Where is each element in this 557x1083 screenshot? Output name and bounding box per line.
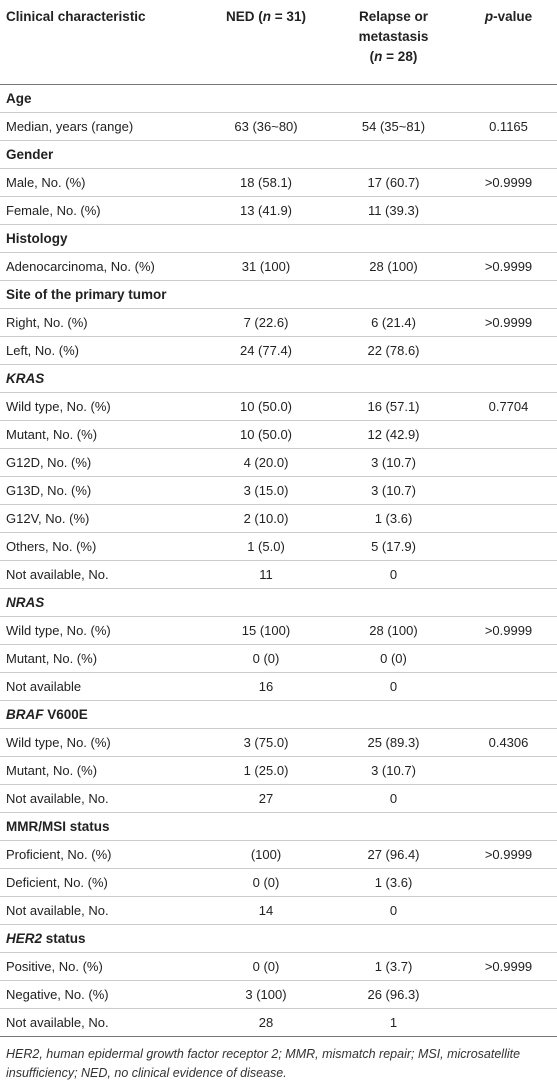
section-header-row <box>0 280 557 308</box>
cell-p-value: 0.1165 <box>460 112 557 140</box>
cell-relapse: 25 (89.3) <box>327 728 460 756</box>
table-row <box>0 616 557 644</box>
cell-ned: (100) <box>205 840 327 868</box>
cell-ned: 28 <box>205 1008 327 1036</box>
cell-p-value <box>460 476 557 504</box>
row-label: Not available, No. <box>0 784 205 812</box>
cell-relapse: 6 (21.4) <box>327 308 460 336</box>
cell-relapse: 22 (78.6) <box>327 336 460 364</box>
section-title-text: Histology <box>6 230 68 246</box>
cell-p-value <box>460 868 557 896</box>
row-label: G12D, No. (%) <box>0 448 205 476</box>
cell-ned: 27 <box>205 784 327 812</box>
section-title-text: Site of the primary tumor <box>6 286 167 302</box>
row-label: Wild type, No. (%) <box>0 728 205 756</box>
table-row <box>0 756 557 784</box>
table-row <box>0 504 557 532</box>
cell-ned: 1 (5.0) <box>205 532 327 560</box>
cell-p-value <box>460 420 557 448</box>
cell-ned: 0 (0) <box>205 868 327 896</box>
row-label: Not available, No. <box>0 560 205 588</box>
section-header-row <box>0 364 557 392</box>
cell-p-value <box>460 644 557 672</box>
cell-relapse: 28 (100) <box>327 252 460 280</box>
section-title <box>0 924 557 952</box>
table-row <box>0 252 557 280</box>
row-label: Not available, No. <box>0 896 205 924</box>
section-title-text: status <box>42 930 86 946</box>
cell-p-value <box>460 336 557 364</box>
cell-ned: 16 <box>205 672 327 700</box>
section-header-row <box>0 924 557 952</box>
cell-ned: 0 (0) <box>205 644 327 672</box>
section-title <box>0 588 557 616</box>
header-clinical-characteristic: Clinical characteristic <box>6 9 146 24</box>
cell-relapse: 5 (17.9) <box>327 532 460 560</box>
cell-relapse: 0 <box>327 560 460 588</box>
row-label: Left, No. (%) <box>0 336 205 364</box>
cell-relapse: 26 (96.3) <box>327 980 460 1008</box>
row-label: Female, No. (%) <box>0 196 205 224</box>
cell-relapse: 3 (10.7) <box>327 756 460 784</box>
cell-ned: 4 (20.0) <box>205 448 327 476</box>
row-label: Adenocarcinoma, No. (%) <box>0 252 205 280</box>
row-label: Proficient, No. (%) <box>0 840 205 868</box>
cell-relapse: 1 (3.6) <box>327 868 460 896</box>
section-title <box>0 700 557 728</box>
section-title-italic: HER2 <box>6 930 43 946</box>
cell-ned: 15 (100) <box>205 616 327 644</box>
row-label: Male, No. (%) <box>0 168 205 196</box>
cell-ned: 13 (41.9) <box>205 196 327 224</box>
cell-ned: 10 (50.0) <box>205 392 327 420</box>
section-header-row <box>0 224 557 252</box>
cell-ned: 24 (77.4) <box>205 336 327 364</box>
row-label: Others, No. (%) <box>0 532 205 560</box>
table-row <box>0 308 557 336</box>
cell-p-value <box>460 672 557 700</box>
cell-relapse: 1 (3.6) <box>327 504 460 532</box>
row-label: Deficient, No. (%) <box>0 868 205 896</box>
cell-ned: 3 (15.0) <box>205 476 327 504</box>
table-footnote: HER2, human epidermal growth factor receptor 2; MMR, mismatch repair; MSI, microsatellite insufficiency; NED, no clinical evidence of disease. <box>6 1046 521 1080</box>
table-row <box>0 1008 557 1036</box>
header-ned: NED (n = 31) <box>226 9 306 24</box>
section-title <box>0 364 557 392</box>
table-row <box>0 672 557 700</box>
section-title <box>0 84 557 112</box>
cell-ned: 0 (0) <box>205 952 327 980</box>
section-title-text: MMR/MSI status <box>6 818 110 834</box>
cell-relapse: 3 (10.7) <box>327 476 460 504</box>
table-row <box>0 168 557 196</box>
cell-p-value: >0.9999 <box>460 308 557 336</box>
cell-relapse: 0 (0) <box>327 644 460 672</box>
table-row <box>0 420 557 448</box>
cell-ned: 63 (36~80) <box>205 112 327 140</box>
header-p-value: p-value <box>484 9 533 24</box>
row-label: Mutant, No. (%) <box>0 644 205 672</box>
section-header-row <box>0 588 557 616</box>
cell-p-value <box>460 896 557 924</box>
table-row <box>0 392 557 420</box>
section-title-text: V600E <box>43 706 88 722</box>
row-label: G13D, No. (%) <box>0 476 205 504</box>
table-row <box>0 840 557 868</box>
cell-p-value: >0.9999 <box>460 840 557 868</box>
cell-p-value <box>460 784 557 812</box>
cell-p-value <box>460 448 557 476</box>
section-header-row <box>0 812 557 840</box>
cell-ned: 2 (10.0) <box>205 504 327 532</box>
cell-relapse: 28 (100) <box>327 616 460 644</box>
cell-p-value: >0.9999 <box>460 252 557 280</box>
cell-relapse: 3 (10.7) <box>327 448 460 476</box>
table-row <box>0 868 557 896</box>
cell-p-value: 0.7704 <box>460 392 557 420</box>
section-title <box>0 812 557 840</box>
row-label: Wild type, No. (%) <box>0 392 205 420</box>
cell-relapse: 1 <box>327 1008 460 1036</box>
section-header-row <box>0 84 557 112</box>
cell-relapse: 1 (3.7) <box>327 952 460 980</box>
row-label: Mutant, No. (%) <box>0 756 205 784</box>
table-row <box>0 476 557 504</box>
cell-p-value: >0.9999 <box>460 616 557 644</box>
section-title-italic: BRAF <box>6 706 44 722</box>
cell-ned: 11 <box>205 560 327 588</box>
cell-p-value <box>460 980 557 1008</box>
cell-relapse: 0 <box>327 672 460 700</box>
cell-ned: 14 <box>205 896 327 924</box>
table-row <box>0 560 557 588</box>
cell-p-value <box>460 560 557 588</box>
cell-relapse: 0 <box>327 896 460 924</box>
cell-relapse: 12 (42.9) <box>327 420 460 448</box>
table-row <box>0 196 557 224</box>
section-title-text: Age <box>6 90 32 106</box>
cell-p-value: >0.9999 <box>460 168 557 196</box>
row-label: Mutant, No. (%) <box>0 420 205 448</box>
cell-p-value <box>460 1008 557 1036</box>
cell-ned: 18 (58.1) <box>205 168 327 196</box>
table-body <box>0 84 557 1036</box>
table-row <box>0 336 557 364</box>
section-title <box>0 224 557 252</box>
cell-p-value <box>460 532 557 560</box>
table-row <box>0 644 557 672</box>
table-header-row <box>0 0 557 84</box>
row-label: Positive, No. (%) <box>0 952 205 980</box>
table-row <box>0 952 557 980</box>
cell-p-value: >0.9999 <box>460 952 557 980</box>
cell-relapse: 54 (35~81) <box>327 112 460 140</box>
section-header-row <box>0 140 557 168</box>
cell-p-value <box>460 756 557 784</box>
cell-relapse: 0 <box>327 784 460 812</box>
cell-ned: 3 (100) <box>205 980 327 1008</box>
row-label: Not available, No. <box>0 1008 205 1036</box>
cell-relapse: 11 (39.3) <box>327 196 460 224</box>
cell-p-value: 0.4306 <box>460 728 557 756</box>
header-relapse: Relapse or metastasis (n = 28) <box>358 9 429 64</box>
row-label: Median, years (range) <box>0 112 205 140</box>
cell-relapse: 27 (96.4) <box>327 840 460 868</box>
cell-ned: 1 (25.0) <box>205 756 327 784</box>
cell-p-value <box>460 196 557 224</box>
row-label: Wild type, No. (%) <box>0 616 205 644</box>
section-title-italic: KRAS <box>6 370 45 386</box>
table-row <box>0 532 557 560</box>
row-label: Not available <box>0 672 205 700</box>
cell-ned: 3 (75.0) <box>205 728 327 756</box>
table-row <box>0 784 557 812</box>
cell-relapse: 17 (60.7) <box>327 168 460 196</box>
row-label: G12V, No. (%) <box>0 504 205 532</box>
cell-ned: 31 (100) <box>205 252 327 280</box>
section-title <box>0 280 557 308</box>
cell-relapse: 16 (57.1) <box>327 392 460 420</box>
table-row <box>0 896 557 924</box>
section-title <box>0 140 557 168</box>
section-title-text: Gender <box>6 146 54 162</box>
table-row <box>0 728 557 756</box>
cell-ned: 10 (50.0) <box>205 420 327 448</box>
section-header-row <box>0 700 557 728</box>
table-row <box>0 448 557 476</box>
row-label: Right, No. (%) <box>0 308 205 336</box>
section-title-italic: NRAS <box>6 594 45 610</box>
row-label: Negative, No. (%) <box>0 980 205 1008</box>
cell-ned: 7 (22.6) <box>205 308 327 336</box>
table-row <box>0 980 557 1008</box>
table-row <box>0 112 557 140</box>
cell-p-value <box>460 504 557 532</box>
